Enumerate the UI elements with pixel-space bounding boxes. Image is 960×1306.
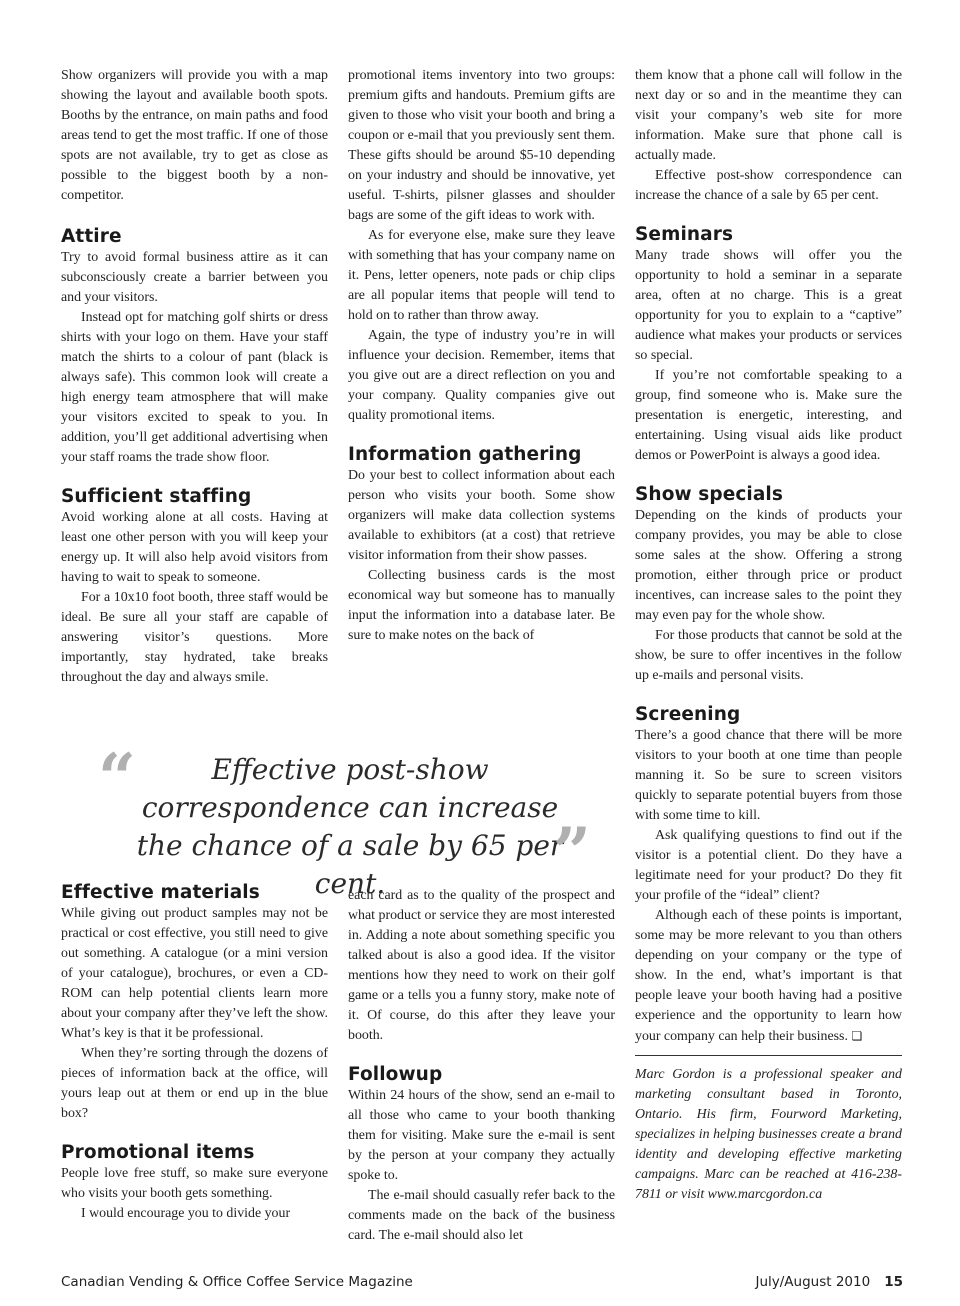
staffing-paragraph-2: For a 10x10 foot booth, three staff would be ideal. Be sure all your staff are capable of answering visitor’s questions. More importantly, stay hydrated, take breaks throughout the day and always smile. [61,590,328,685]
heading-sufficient-staffing: Sufficient staffing [61,486,252,507]
screening-paragraph-3 [635,906,902,1047]
column-1-lower [61,882,328,1224]
issue-date: July/August 2010 [755,1274,871,1290]
promo-paragraph-1: People love free stuff, so make sure everyone who visits your booth gets something. [61,1166,328,1201]
promo-paragraph-3: As for everyone else, make sure they leave with something that has your company name on it. Pens, letter openers, note pads or chip clips are all popular items that people will tend to hold on to rather than throw away. [348,228,615,323]
open-quote-icon: “ [98,739,136,817]
issue-and-page [755,1274,903,1290]
heading-information-gathering: Information gathering [348,444,582,465]
followup-continued-paragraph: them know that a phone call will follow in the next day or so and in the meantime they can visit your company’s web site for more information. Make sure that phone call is actually made. [635,68,902,163]
staffing-paragraph-1: Avoid working alone at all costs. Having at least one other person with you will keep your energy up. It will also help avoid visitors from having to wait to speak to someone. [61,510,328,585]
author-bio: Marc Gordon is a professional speaker and marketing consultant based in Toronto, Ontario. His firm, Fourword Marketing, specializes in helping businesses create a brand identity and developing effective marketing campaigns. Marc can be reached at 416-238-7811 or visit www.marcgordon.ca [635,1067,902,1202]
screening-paragraph-3-text: Although each of these points is important, some may be more relevant to you than others depending on your company or the type of show. In the end, what’s important is that people leave your booth having had a positive experience and the opportunity to learn how your company can help their business. [635,908,902,1044]
publication-name: Canadian Vending & Office Coffee Service Magazine [61,1274,413,1290]
close-quote-icon: ” [553,813,591,891]
promo-continued-paragraph: promotional items inventory into two groups: premium gifts and handouts. Premium gifts are given to those who visit your booth and bring a coupon or e-mail that you previously sent them. These gifts should be around $5-10 depending on your industry and should be innovative, yet useful. T-shirts, pilsner glasses and shoulder bags are some of the gift ideas to work with. [348,68,615,223]
column-3 [635,66,902,1205]
materials-paragraph-2: When they’re sorting through the dozens of pieces of information back at the office, will yours leap out at them or end up in the blue box? [61,1046,328,1121]
materials-paragraph-1: While giving out product samples may not be practical or cost effective, you still need to give out something. A catalogue (or a mini version of your catalogue), brochures, or even a CD-ROM can help potential clients learn more about your company after they’ve left the show. What’s key is that it be professional. [61,906,328,1041]
attire-paragraph-1: Try to avoid formal business attire as it can subconsciously create a barrier between you and your visitors. [61,250,328,305]
heading-promotional-items: Promotional items [61,1142,255,1163]
info-paragraph-3: each card as to the quality of the prospect and what product or service they are most interested in. Adding a note about something specific you talked about is also a good idea. If the visitor mentions how they need to work on their golf game or a tells you a funny story, make note of it. Of course, do this after they leave your booth. [348,888,615,1043]
heading-screening: Screening [635,704,741,725]
promo-paragraph-4: Again, the type of industry you’re in will influence your decision. Remember, items that you give out are a direct reflection on you and your company. Quality companies give out quality promotional items. [348,328,615,423]
screening-paragraph-2: Ask qualifying questions to find out if the visitor is a potential client. Do they have a legitimate need for your product? Do they fit your profile of the “ideal” client? [635,828,902,903]
info-paragraph-2: Collecting business cards is the most economical way but someone has to manually input the information into a database later. Be sure to make notes on the back of [348,568,615,643]
info-paragraph-1: Do your best to collect information about each person who visits your booth. Some show organizers will make data collection systems available to exhibitors (at a cost) that retrieve visitor information from their show passes. [348,468,615,563]
column-2-lower [348,886,615,1246]
heading-effective-materials: Effective materials [61,882,260,903]
specials-paragraph-2: For those products that cannot be sold at the show, be sure to offer incentives in the follow up e-mails and personal visits. [635,628,902,683]
end-mark-icon: ❏ [851,1029,863,1043]
seminars-paragraph-2: If you’re not comfortable speaking to a group, find someone who is. Make sure the presentation is energetic, interesting, and entertaining. Using visual aids like product demos or PowerPoint is always a good idea. [635,368,902,463]
promo-paragraph-2: I would encourage you to divide your [81,1206,291,1221]
heading-followup: Followup [348,1064,443,1085]
attire-paragraph-2: Instead opt for matching golf shirts or dress shirts with your logo on them. Have your staff match the shirts to a colour of pant (black is always safe). This common look will create a high energy team atmosphere that will make your visitors excited to speak to you. In addition, you’ll get additional advertising when your staff roams the trade show floor. [61,310,328,465]
seminars-paragraph-1: Many trade shows will offer you the opportunity to hold a seminar in a separate area, often at no charge. This is a great opportunity for you to explain to a “captive” audience what makes your products or services so special. [635,248,902,363]
heading-show-specials: Show specials [635,484,783,505]
specials-paragraph-1: Depending on the kinds of products your company provides, you may be able to close some sales at the show. Offering a strong promotion, either through price or product incentives, can increase sales to the point they may even pay for the whole show. [635,508,902,623]
page-footer [61,1274,903,1294]
column-2 [348,66,615,646]
page-number: 15 [884,1274,903,1290]
screening-paragraph-1: There’s a good chance that there will be more visitors to your booth at one time than people manning it. So be sure to screen visitors quickly to separate potential buyers from those with some time to kill. [635,728,902,823]
heading-attire: Attire [61,226,122,247]
column-1 [61,66,328,688]
followup-paragraph-2: The e-mail should casually refer back to the comments made on the back of the business card. The e-mail should also let [348,1188,615,1243]
heading-seminars: Seminars [635,224,734,245]
followup-paragraph-1: Within 24 hours of the show, send an e-mail to all those who came to your booth thanking them for visiting. Make sure the e-mail is sent by the person at your company they actually spoke to. [348,1088,615,1183]
followup-paragraph-3: Effective post-show correspondence can increase the chance of a sale by 65 per cent. [635,168,902,203]
pull-quote-text: Effective post-show correspondence can increase the chance of a sale by 65 per cent. [136,753,564,900]
intro-paragraph: Show organizers will provide you with a map showing the layout and available booth spots. Booths by the entrance, on main paths and food areas tend to get the most traffic. If one of those spots are not available, try to get as close as possible to the biggest booth by a non-competitor. [61,68,328,203]
